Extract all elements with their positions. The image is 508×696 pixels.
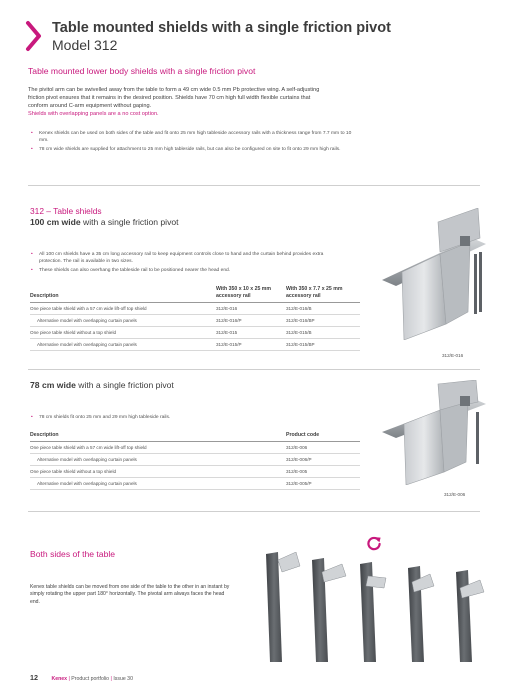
list-item: • 78 cm wide shields are supplied for attachment to 25 mm high tableside rails, but can also be configured on site to fit onto 29 mm high rails.	[30, 146, 360, 153]
list-item: • 78 cm shields fit onto 25 mm and 29 mm high tableside rails.	[30, 414, 280, 421]
table-cell: Alternative model with overlapping curtain panels	[30, 315, 216, 327]
image-caption: 312/E-006	[444, 492, 466, 497]
table-cell: 312/E-006/P	[286, 454, 360, 466]
footer-issue: Issue 30	[113, 676, 133, 682]
model-label: 312 – Table shields	[30, 206, 102, 216]
table-cell: 312/E-005	[286, 466, 360, 478]
table-cell: Alternative model with overlapping curtain panels	[30, 339, 216, 351]
heading-rest: with a single friction pivot	[80, 217, 179, 227]
heading-bold: 100 cm wide	[30, 217, 81, 227]
table-row	[30, 442, 360, 454]
page-footer	[30, 673, 133, 682]
rotate-icon	[366, 535, 382, 551]
list-item: • These shields can also overhang the tableside rail to be positioned nearer the head end.	[30, 267, 330, 274]
table-header: Description	[30, 432, 286, 442]
table-header: With 350 x 7.7 x 25 mm accessory rail	[286, 286, 360, 303]
intro-highlight: Shields with overlapping panels are a no cost option.	[28, 111, 159, 118]
section-heading-78cm	[30, 380, 174, 390]
table-row	[30, 478, 360, 490]
table-cell: 312/E-006	[286, 442, 360, 454]
table-cell: 312/E-005/P	[286, 478, 360, 490]
image-caption: 312/E-016	[442, 353, 464, 358]
table-cell: 312/E-015/BP	[286, 339, 360, 351]
table-cell: One piece table shield with a 57 cm wide lift-off top shield	[30, 442, 286, 454]
table-row	[30, 466, 360, 478]
features-list	[30, 130, 360, 155]
table-cell: 312/E-016	[216, 303, 286, 315]
table-row	[30, 454, 360, 466]
divider	[28, 185, 480, 186]
table-header: Description	[30, 286, 216, 303]
divider	[28, 511, 480, 512]
table-header: With 350 x 10 x 25 mm accessory rail	[216, 286, 286, 303]
table-cell: Alternative model with overlapping curtain panels	[30, 478, 286, 490]
table-cell: One piece table shield without a top shield	[30, 466, 286, 478]
footer-brand: Kenex	[51, 676, 68, 682]
table-cell: 312/E-016/B	[286, 303, 360, 315]
table-row	[30, 315, 360, 327]
table-cell: 312/E-016/P	[216, 315, 286, 327]
divider	[28, 369, 480, 370]
intro-text: The pivitol arm can be swivelled away from the table to form a 49 cm wide 0.5 mm Pb protective wing. A self-adjusting friction pivot ensures that it remains in the desired position. Shields have 70 cm high full width flexible curtains that conform around C-arm equipment without gaping.	[28, 87, 320, 110]
table-header: Product code	[286, 432, 360, 442]
rotation-sequence-image	[262, 552, 492, 662]
footer-separator-icon: |	[110, 676, 112, 682]
section-heading-both-sides: Both sides of the table	[30, 549, 116, 559]
table-row	[30, 327, 360, 339]
table-cell: One piece table shield without a top shield	[30, 327, 216, 339]
intro-paragraph	[28, 86, 328, 118]
footer-separator-icon: |	[68, 676, 70, 682]
table-cell: 312/E-015/B	[286, 327, 360, 339]
both-sides-paragraph: Kenex table shields can be moved from one side of the table to the other in an instant by simply rotating the upper part 180° horizontally. The pivotal arm always faces the head end.	[30, 584, 230, 605]
list-item: • Kenex shields can be used on both sides of the table and fit onto 25 mm high tableside accessory rails with a thickness range from 7.7 mm to 10 mm.	[30, 130, 360, 144]
page-subtitle: Model 312	[52, 37, 118, 53]
shield-image-312-e-016	[382, 208, 486, 340]
table-cell: 312/E-015/P	[216, 339, 286, 351]
page-title: Table mounted shields with a single friction pivot	[52, 20, 391, 36]
shield-image-312-e-006	[382, 380, 486, 485]
table-cell: One piece table shield with a 57 cm wide lift-off top shield	[30, 303, 216, 315]
table-row	[30, 339, 360, 351]
table-cell: 312/E-016/BP	[286, 315, 360, 327]
section-heading-100cm	[30, 217, 179, 227]
section-heading: Table mounted lower body shields with a single friction pivot	[28, 66, 256, 76]
features-list-100cm	[30, 251, 330, 276]
table-row	[30, 303, 360, 315]
table-cell: Alternative model with overlapping curtain panels	[30, 454, 286, 466]
product-table-78cm	[30, 432, 360, 490]
heading-bold: 78 cm wide	[30, 380, 76, 390]
product-table-100cm	[30, 286, 360, 351]
table-cell: 312/E-015	[216, 327, 286, 339]
features-list-78cm	[30, 414, 280, 423]
footer-doc: Product portfolio	[71, 676, 110, 682]
list-item: • All 100 cm shields have a 35 cm long accessory rail to keep equipment controls close to hand and the curtain behind provides extra protection. The rail is available in two sizes.	[30, 251, 330, 265]
chevron-right-icon	[22, 20, 44, 52]
page-number: 12	[30, 673, 38, 682]
heading-rest: with a single friction pivot	[75, 380, 174, 390]
